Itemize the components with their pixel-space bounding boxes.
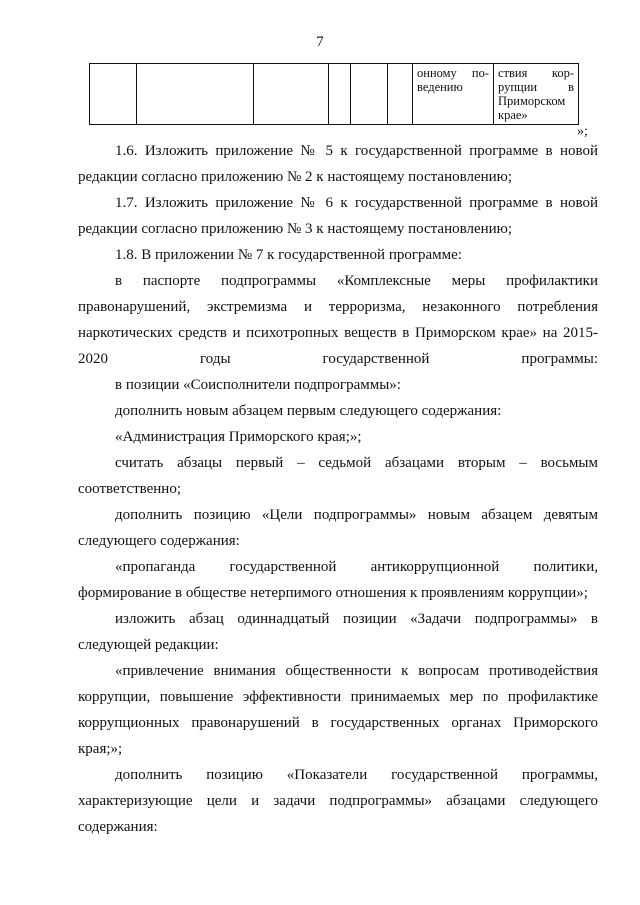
cell-line: онному по- — [417, 66, 489, 80]
table-cell — [329, 64, 351, 125]
paragraph-1-6: 1.6. Изложить приложение № 5 к государственной программе в новой редакции согласно приложению № 2 к настоящему постановлению; — [78, 143, 598, 185]
paragraph-add-first: дополнить новым абзацем первым следующего содержания: — [115, 403, 502, 419]
table-cell — [137, 64, 254, 125]
paragraph-goals: дополнить позицию «Цели подпрограммы» новым абзацем девятым следующего содержания: — [78, 507, 598, 549]
paragraph-1-7: 1.7. Изложить приложение № 6 к государственной программе в новой редакции согласно приложению № 3 к настоящему постановлению; — [78, 195, 598, 237]
table-cell — [254, 64, 329, 125]
cell-line: ведению — [417, 80, 463, 94]
table-cell — [388, 64, 413, 125]
cell-line: крае» — [498, 108, 528, 122]
table-cell — [413, 64, 494, 125]
table-row — [90, 64, 579, 125]
paragraph-administration: «Администрация Приморского края;»; — [115, 429, 362, 445]
paragraph-passport: в паспорте подпрограммы «Комплексные меры профилактики правонарушений, экстремизма и терроризма, незаконного потребления наркотических средств и психотропных веществ в Приморском крае» на 2015-2020 годы государственной программы: — [78, 273, 598, 367]
table-fragment — [89, 63, 579, 125]
paragraph-attention: «привлечение внимания общественности к вопросам противодействия коррупции, повышение эффективности принимаемых мер по профилактике коррупционных правонарушений в государственных органах Приморского края;»; — [78, 663, 598, 757]
cell-line: ствия кор- — [498, 66, 574, 80]
paragraph-propaganda: «пропаганда государственной антикоррупционной политики, формирование в обществе нетерпимого отношения к проявлениям коррупции»; — [78, 559, 598, 601]
paragraph-renumber: считать абзацы первый – седьмой абзацами вторым – восьмым соответственно; — [78, 455, 598, 497]
document-body — [78, 138, 598, 840]
paragraph-1-8: 1.8. В приложении № 7 к государственной программе: — [115, 247, 462, 263]
paragraph-coexecutors: в позиции «Соисполнители подпрограммы»: — [115, 377, 401, 393]
paragraph-indicators: дополнить позицию «Показатели государственной программы, характеризующие цели и задачи подпрограммы» абзацами следующего содержания: — [78, 767, 598, 835]
cell-line: рупции в — [498, 80, 574, 94]
table-cell — [494, 64, 579, 125]
paragraph-tasks: изложить абзац одиннадцатый позиции «Задачи подпрограммы» в следующей редакции: — [78, 611, 598, 653]
table-cell — [351, 64, 388, 125]
page-number: 7 — [316, 34, 324, 50]
cell-line: Приморском — [498, 94, 566, 108]
table-closing-quote: »; — [577, 124, 588, 139]
table-cell — [90, 64, 137, 125]
